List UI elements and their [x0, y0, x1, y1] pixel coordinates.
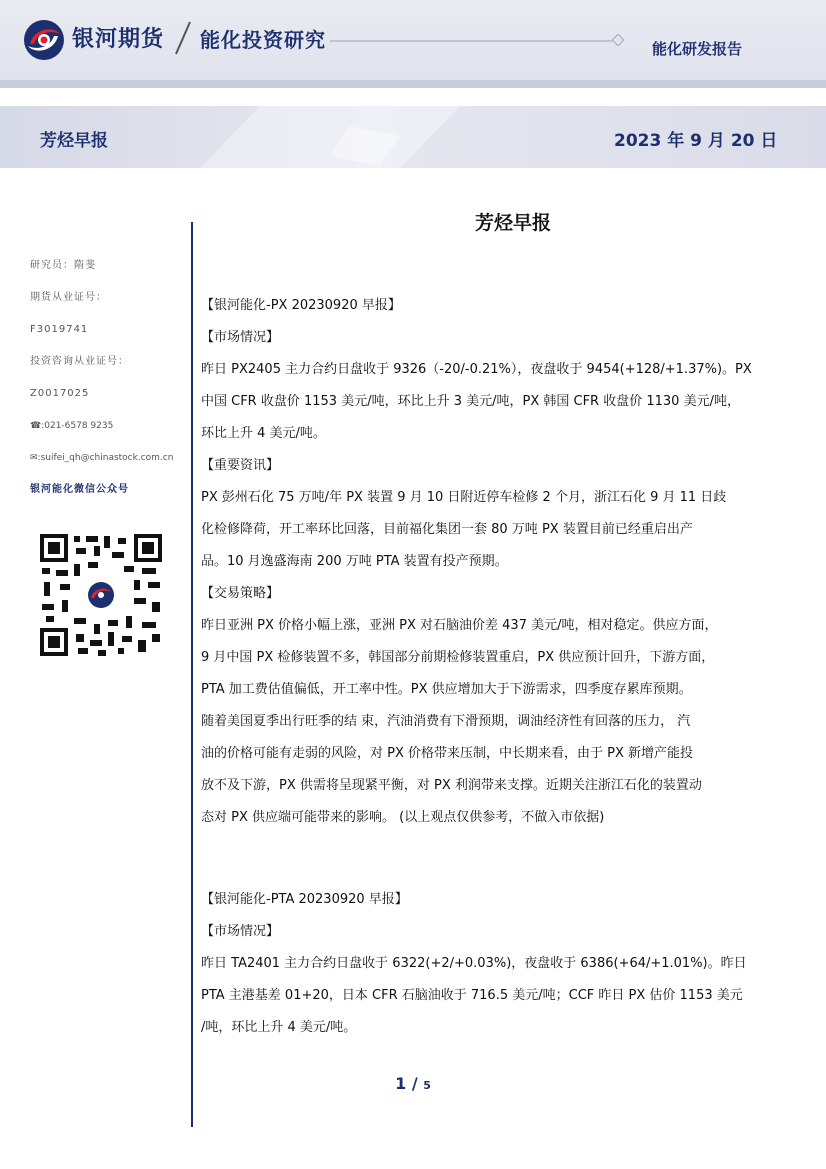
page-separator: / [406, 1074, 424, 1093]
px-news-heading: 【重要资讯】 [201, 458, 280, 473]
pta-market-text: 昨日 TA2401 主力合约日盘收于 6322(+2/+0.03%)，夜盘收于 6386(+64/+1.01%)。昨日 [201, 956, 747, 971]
px-market-text: 中国 CFR 收盘价 1153 美元/吨，环比上升 3 美元/吨，PX 韩国 CFR 收盘价 1130 美元/吨， [201, 394, 740, 409]
page-total: 5 [423, 1079, 431, 1092]
header-divider [0, 80, 826, 88]
header-decor-line [200, 34, 640, 48]
wechat-label: 银河能化微信公众号 [30, 484, 129, 495]
px-market-text: 昨日 PX2405 主力合约日盘收于 9326（-20/-0.21%），夜盘收于 9454(+128/+1.37%)。PX [201, 362, 752, 377]
consult-license-label: 投资咨询从业证号： [30, 356, 129, 367]
page-current: 1 [395, 1074, 407, 1093]
px-market-text: 环比上升 4 美元/吨。 [201, 426, 326, 441]
pta-market-heading: 【市场情况】 [201, 924, 280, 939]
wechat-qr-code-icon[interactable] [38, 532, 164, 658]
px-market-heading: 【市场情况】 [201, 330, 280, 345]
divider-slash [172, 20, 194, 56]
report-date: 2023 年 9 月 20 日 [614, 131, 778, 151]
pta-section [201, 884, 793, 1044]
px-section-heading: 【银河能化-PX 20230920 早报】 [201, 298, 401, 313]
px-strategy-text: 随着美国夏季出行旺季的结 束，汽油消费有下滑预期，调油经济性有回落的压力， 汽 [201, 714, 691, 729]
px-strategy-heading: 【交易策略】 [201, 586, 280, 601]
report-type: 能化研发报告 [652, 40, 743, 58]
section-spacer [201, 834, 793, 884]
futures-license-label: 期货从业证号： [30, 292, 107, 303]
px-strategy-text: 放不及下游，PX 供需将呈现紧平衡，对 PX 利润带来支撑。近期关注浙江石化的装置动 [201, 778, 702, 793]
px-section [201, 290, 793, 834]
brand-name: 银河期货 [72, 27, 165, 52]
consult-license-number: Z0017025 [30, 388, 90, 399]
pta-market-text: PTA 主港基差 01+20，日本 CFR 石脑油收于 716.5 美元/吨；CCF 昨日 PX 估价 1153 美元 [201, 988, 743, 1003]
pta-market-text: /吨，环比上升 4 美元/吨。 [201, 1020, 357, 1035]
px-strategy-text: 昨日亚洲 PX 价格小幅上涨，亚洲 PX 对石脑油价差 437 美元/吨，相对稳定。供应方面， [201, 618, 718, 633]
author-sidebar [30, 250, 180, 502]
researcher-name: 研究员：隋斐 [30, 260, 96, 271]
px-strategy-text: 油的价格可能有走弱的风险，对 PX 价格带来压制，中长期来看，由于 PX 新增产能投 [201, 746, 694, 761]
px-news-text: 化检修降荷，开工率环比回落，目前福化集团一套 80 万吨 PX 装置目前已经重启出产 [201, 522, 693, 537]
galaxy-futures-logo-icon [22, 18, 66, 62]
report-body [201, 290, 793, 1044]
px-news-text: 品。10 月逸盛海南 200 万吨 PTA 装置有投产预期。 [201, 554, 508, 569]
title-band-decoration [200, 106, 620, 168]
px-strategy-text: 9 月中国 PX 检修装置不多，韩国部分前期检修装置重启，PX 供应预计回升，下游方面， [201, 650, 715, 665]
department-name: 能化投资研究 [200, 28, 326, 52]
px-strategy-text: PTA 加工费估值偏低，开工率中性。PX 供应增加大于下游需求，四季度存累库预期。 [201, 682, 692, 697]
px-strategy-text: 态对 PX 供应端可能带来的影响。 (以上观点仅供参考，不做入市依据) [201, 810, 605, 825]
band-title: 芳烃早报 [40, 131, 108, 151]
pta-section-heading: 【银河能化-PTA 20230920 早报】 [201, 892, 408, 907]
px-news-text: PX 彭州石化 75 万吨/年 PX 装置 9 月 10 日附近停车检修 2 个月，浙江石化 9 月 11 日歧 [201, 490, 727, 505]
sidebar-divider [191, 222, 193, 1127]
page-number [200, 1074, 626, 1093]
phone-number: ☎:021-6578 9235 [30, 421, 114, 431]
futures-license-number: F3019741 [30, 324, 89, 335]
document-title: 芳烃早报 [474, 212, 551, 234]
email-address[interactable]: ✉:suifei_qh@chinastock.com.cn [30, 453, 174, 463]
